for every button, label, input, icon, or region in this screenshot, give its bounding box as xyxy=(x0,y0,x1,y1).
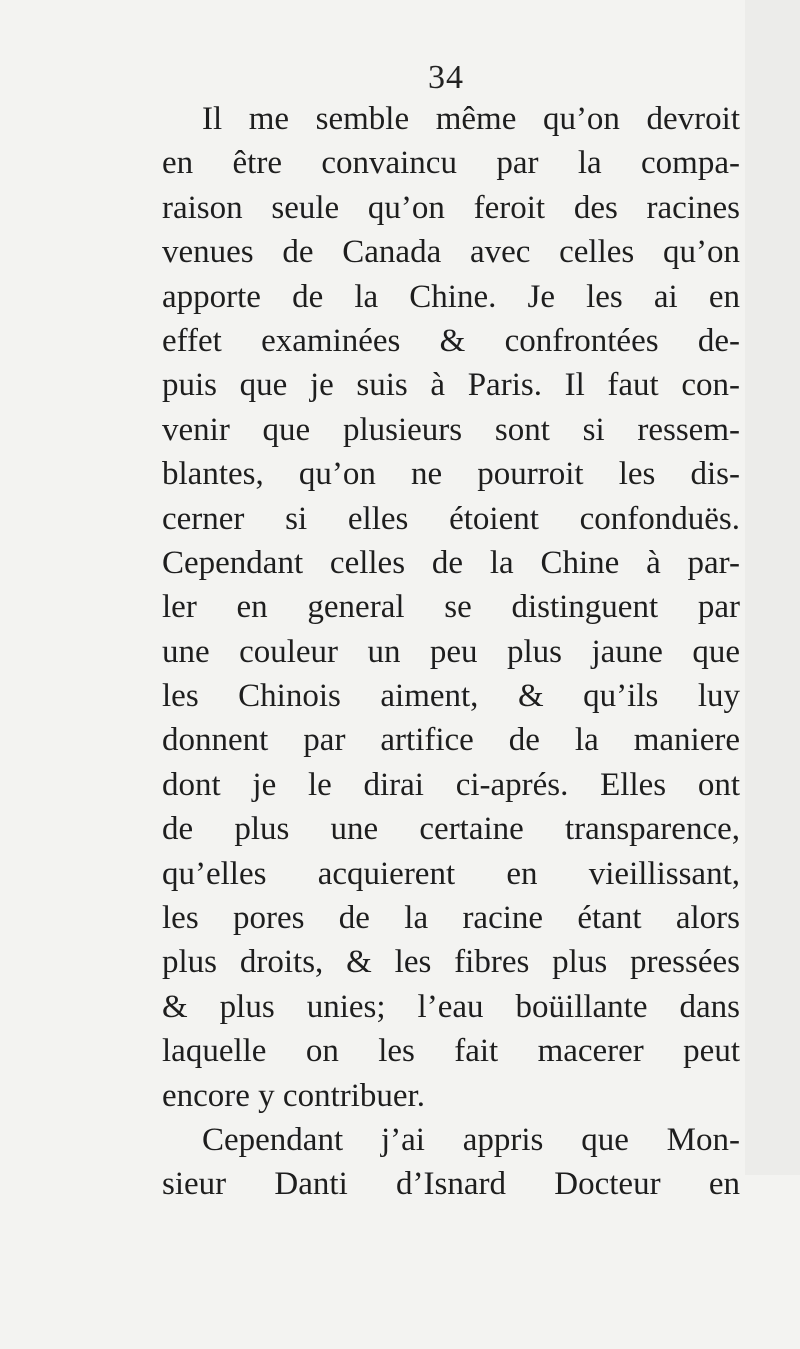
text-line: venues de Canada avec celles qu’on xyxy=(162,234,740,271)
text-line: raison seule qu’on feroit des racines xyxy=(162,189,740,226)
text-line: & plus unies; l’eau boüillante dans xyxy=(162,988,740,1025)
text-line: les pores de la racine étant alors xyxy=(162,900,740,937)
text-line: apporte de la Chine. Je les ai en xyxy=(162,278,740,315)
text-line: Il me semble même qu’on devroit xyxy=(202,101,740,137)
text-line: Cependant j’ai appris que Mon- xyxy=(202,1121,740,1158)
text-line: de plus une certaine transparence, xyxy=(162,811,740,848)
text-line: sieur Danti d’Isnard Docteur en xyxy=(162,1166,740,1203)
text-line: en être convaincu par la compa- xyxy=(162,145,740,182)
text-line: Cependant celles de la Chine à par- xyxy=(162,544,740,581)
text-line: blantes, qu’on ne pourroit les dis- xyxy=(162,456,740,493)
text-line: ler en general se distinguent par xyxy=(162,589,740,626)
body-text xyxy=(162,97,740,1207)
text-line: dont je le dirai ci-aprés. Elles ont xyxy=(162,766,740,803)
text-line: une couleur un peu plus jaune que xyxy=(162,633,740,670)
page-number: 34 xyxy=(428,59,464,96)
text-line: plus droits, & les fibres plus pressées xyxy=(162,944,740,981)
text-line: venir que plusieurs sont si ressem- xyxy=(162,411,740,448)
text-line: donnent par artifice de la maniere xyxy=(162,722,740,759)
text-line: laquelle on les fait macerer peut xyxy=(162,1033,740,1070)
text-line: cerner si elles étoient confonduës. xyxy=(162,500,740,537)
text-line: les Chinois aiment, & qu’ils luy xyxy=(162,678,740,715)
text-line: encore y contribuer. xyxy=(162,1077,425,1114)
text-line: effet examinées & confrontées de- xyxy=(162,322,740,359)
page-edge-shadow xyxy=(745,0,800,1175)
text-line: qu’elles acquierent en vieillissant, xyxy=(162,855,740,892)
text-line: puis que je suis à Paris. Il faut con- xyxy=(162,367,740,404)
